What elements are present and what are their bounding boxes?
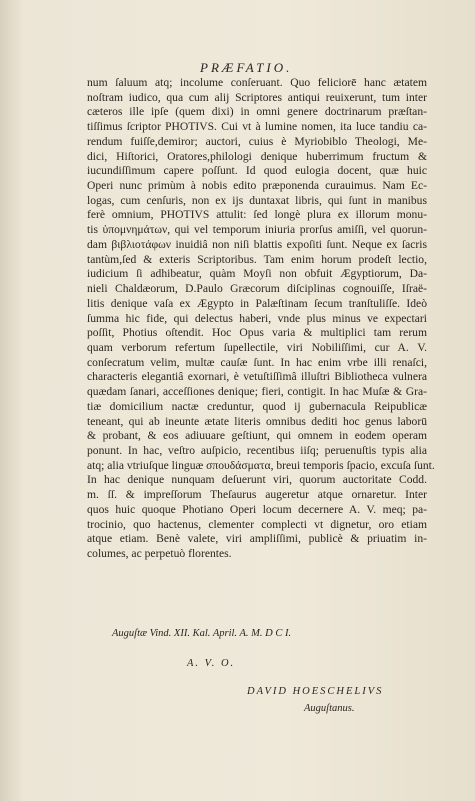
- body-line: tis ὑπομνημάτων, qui vel temporum iniuria prorſus amiſſi, vel quorun-: [87, 223, 427, 237]
- body-line: tiſſimus ſcriptor PHOTIVS. Cui vt à lumine nomen, ita luce tandiu ca-: [87, 120, 427, 134]
- body-line: noſtram iudico, qua cum alij Scriptores antiqui reuixerunt, tum inter: [87, 90, 427, 104]
- body-line: quam verborum refertum ſupellectile, viri Nobiliſſimi, cur A. V.: [87, 340, 427, 354]
- body-line: quos huic quoque Photiano Operi locum decernere A. V. meq; pa-: [87, 502, 427, 516]
- body-line: teneant, qui ab ineunte ætate literis omnibus dediti hoc genus laborū: [87, 414, 427, 428]
- signature: DAVID HOESCHELIVS: [247, 686, 384, 697]
- body-line: ferè omnium, PHOTIVS attulit: ſed longè plura ex illorum monu-: [87, 208, 427, 222]
- body-line: & probant, & eos adiuuare geſtiunt, qui omnem in eodem operam: [87, 429, 427, 443]
- salutation: A. V. O.: [187, 658, 236, 669]
- signature-origin: Auguſtanus.: [304, 703, 355, 714]
- body-line: num ſaluum atq; incolume conſeruant. Quo feliciorē hanc ætatem: [87, 76, 427, 89]
- body-line: dam βιβλιοτάφων inuidiâ non niſi blattis expoſiti ſunt. Neque ex ſacris: [87, 237, 427, 251]
- body-text: [87, 76, 435, 562]
- body-line: tiæ domicilium nactæ creduntur, quod ij gubernacula Reipublicæ: [87, 399, 427, 413]
- body-line: Operi nunc primùm à nobis edito præponenda curauimus. Nam Ec-: [87, 179, 427, 193]
- body-line: conſecratum velim, multæ cauſæ ſunt. In hac enim vrbe illi renaſci,: [87, 355, 427, 369]
- body-line: cæteros ille ipſe (quem dixi) in omni genere doctrinarum præſtan-: [87, 105, 427, 119]
- body-line: dici, Hiſtorici, Oratores,philologi denique huberrimum fructum &: [87, 149, 427, 163]
- body-line: tantùm,ſed & exteris Scriptoribus. Tam enim horum prodeſt lectio,: [87, 252, 427, 266]
- dateline: Auguſtæ Vind. XII. Kal. April. A. M. D C I.: [112, 628, 292, 639]
- body-line: iucundiſſimum capere poſſunt. Id quod eulogia docent, quæ huic: [87, 164, 427, 178]
- body-line: poſſit, Photius oſtendit. Hoc Opus varia & multiplici tam rerum: [87, 326, 427, 340]
- body-line: logas, cum cenſuris, non ex ijs duntaxat libris, qui ſunt in manibus: [87, 193, 427, 207]
- body-line: nieli Chaldæorum, D.Paulo Græcorum diſciplinas cognouiſſe, Iſraë-: [87, 282, 427, 296]
- body-line: litis denique vaſa ex Ægypto in Palæſtinam ſecum tranſtuliſſe. Ideò: [87, 296, 427, 310]
- body-line: ſumma hic fide, qui delectus haberi, vnde plus minus ve expectari: [87, 311, 427, 325]
- body-line: m. ſſ. & impreſſorum Theſaurus augeretur atque ornaretur. Inter: [87, 488, 427, 502]
- body-line: atq; alia vtriuſque linguæ σπουδάσματα, breui temporis ſpacio, excuſa ſunt.: [87, 458, 435, 472]
- body-line: In hac denique nunquam deſuerunt viri, quorum auctoritate Codd.: [87, 473, 427, 487]
- body-line: atque etiam. Benè valete, viri ampliſſimi, publicè & priuatim in-: [87, 532, 427, 546]
- body-line: rendum fuiſſe,demiror; auctori, cuius è Myriobiblo Theologi, Me-: [87, 134, 427, 148]
- body-line: ponunt. In hac, veſtro auſpicio, recentibus iiſq; peruenuſtis typis alia: [87, 443, 427, 457]
- body-line: columes, ac perpetuò florentes.: [87, 547, 232, 560]
- body-line: trocinio, quo hactenus, clementer complecti vt dignetur, oro etiam: [87, 517, 427, 531]
- running-head: PRÆFATIO.: [200, 60, 293, 75]
- body-line: iudicium ſi adhibeatur, quàm Moyſi non obfuit Ægyptiorum, Da-: [87, 267, 427, 281]
- body-line: quædam ſanari, acceſſiones denique; fieri, contigit. In hac Muſæ & Gra-: [87, 385, 427, 399]
- body-line: characteris elegantiâ exornari, è vetuſtiſſimâ illuſtri Bibliotheca vulnera: [87, 370, 427, 384]
